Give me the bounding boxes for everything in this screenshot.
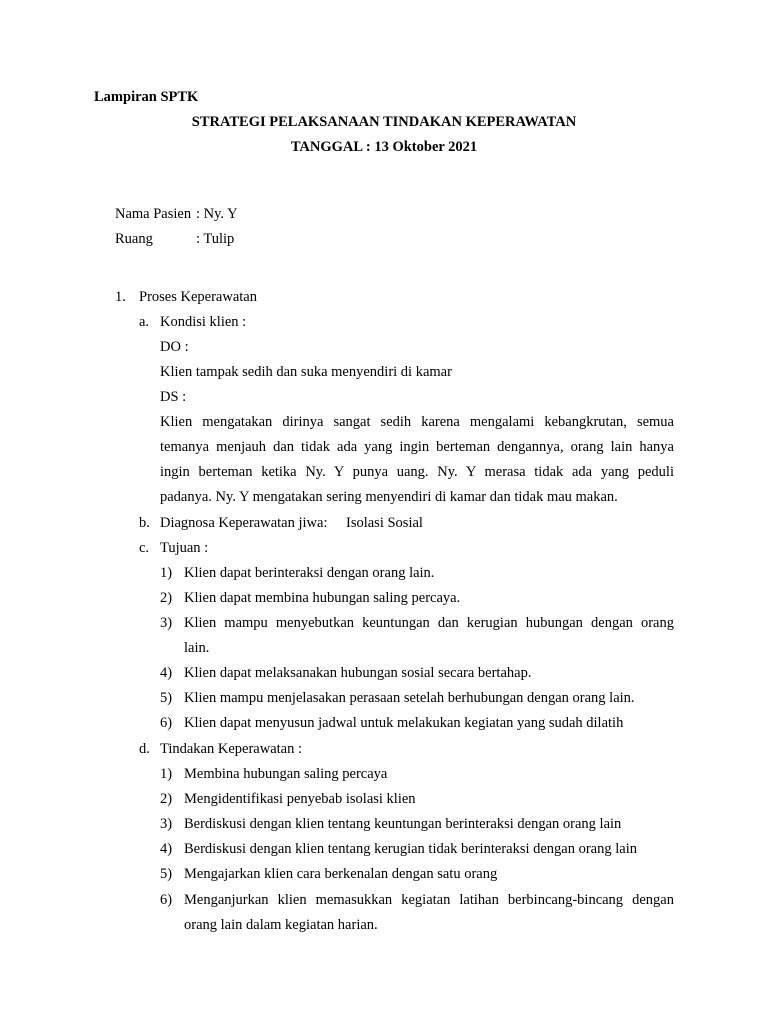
action-text: Berdiskusi dengan klien tentang keuntungan berinteraksi dengan orang lain bbox=[184, 816, 622, 832]
subsection-title-d: Tindakan Keperawatan : bbox=[160, 741, 303, 757]
patient-name-label: Nama Pasien bbox=[115, 206, 192, 222]
ds-line: padanya. Ny. Y mengatakan sering menyendiri di kamar dan tidak mau makan. bbox=[160, 489, 618, 505]
patient-room-label: Ruang bbox=[115, 231, 153, 247]
do-label: DO : bbox=[160, 339, 189, 355]
action-number: 2) bbox=[160, 791, 173, 807]
action-text: Berdiskusi dengan klien tentang kerugian tidak berinteraksi dengan orang lain bbox=[184, 841, 637, 857]
diagnosis-value: Isolasi Sosial bbox=[346, 515, 423, 531]
patient-room-value: : Tulip bbox=[196, 231, 235, 247]
section-title: Proses Keperawatan bbox=[139, 289, 257, 305]
subsection-title-b: Diagnosa Keperawatan jiwa: bbox=[160, 515, 328, 531]
goal-text-continued: lain. bbox=[184, 640, 210, 656]
ds-line: Klien mengatakan dirinya sangat sedih karena mengalami kebangkrutan, semua bbox=[160, 414, 674, 430]
action-text: Membina hubungan saling percaya bbox=[184, 766, 388, 782]
goal-number: 1) bbox=[160, 565, 173, 581]
action-text: Mengidentifikasi penyebab isolasi klien bbox=[184, 791, 416, 807]
goal-number: 6) bbox=[160, 715, 173, 731]
action-number: 6) bbox=[160, 892, 173, 908]
subsection-marker-c: c. bbox=[139, 540, 150, 556]
goal-text: Klien dapat berinteraksi dengan orang lain. bbox=[184, 565, 435, 581]
goal-text: Klien mampu menjelasakan perasaan setelah berhubungan dengan orang lain. bbox=[184, 690, 635, 706]
ds-label: DS : bbox=[160, 389, 187, 405]
patient-name-value: : Ny. Y bbox=[196, 206, 238, 222]
goal-text: Klien dapat menyusun jadwal untuk melakukan kegiatan yang sudah dilatih bbox=[184, 715, 624, 731]
document-title: STRATEGI PELAKSANAAN TINDAKAN KEPERAWATAN bbox=[191, 114, 577, 130]
action-number: 4) bbox=[160, 841, 173, 857]
goal-number: 4) bbox=[160, 665, 173, 681]
goal-number: 2) bbox=[160, 590, 173, 606]
subsection-marker-a: a. bbox=[139, 314, 150, 330]
action-number: 3) bbox=[160, 816, 173, 832]
subsection-title-c: Tujuan : bbox=[160, 540, 209, 556]
section-number: 1. bbox=[115, 289, 126, 305]
action-number: 1) bbox=[160, 766, 173, 782]
action-text-continued: orang lain dalam kegiatan harian. bbox=[184, 917, 378, 933]
goal-text: Klien mampu menyebutkan keuntungan dan kerugian hubungan dengan orang bbox=[184, 615, 674, 631]
appendix-label: Lampiran SPTK bbox=[94, 89, 199, 105]
goal-text: Klien dapat melaksanakan hubungan sosial secara bertahap. bbox=[184, 665, 532, 681]
ds-line: temanya menjauh dan tidak ada yang ingin berteman dengannya, orang lain hanya bbox=[160, 439, 674, 455]
goal-text: Klien dapat membina hubungan saling percaya. bbox=[184, 590, 461, 606]
document-date: TANGGAL : 13 Oktober 2021 bbox=[290, 139, 478, 155]
subsection-marker-d: d. bbox=[139, 741, 150, 757]
action-text: Mengajarkan klien cara berkenalan dengan satu orang bbox=[184, 866, 498, 882]
goal-number: 3) bbox=[160, 615, 173, 631]
subsection-title-a: Kondisi klien : bbox=[160, 314, 247, 330]
ds-line: ingin berteman ketika Ny. Y punya uang. Ny. Y merasa tidak ada yang peduli bbox=[160, 464, 674, 480]
action-text: Menganjurkan klien memasukkan kegiatan latihan berbincang-bincang dengan bbox=[184, 892, 674, 908]
action-number: 5) bbox=[160, 866, 173, 882]
do-text: Klien tampak sedih dan suka menyendiri di kamar bbox=[160, 364, 452, 380]
subsection-marker-b: b. bbox=[139, 515, 150, 531]
goal-number: 5) bbox=[160, 690, 173, 706]
